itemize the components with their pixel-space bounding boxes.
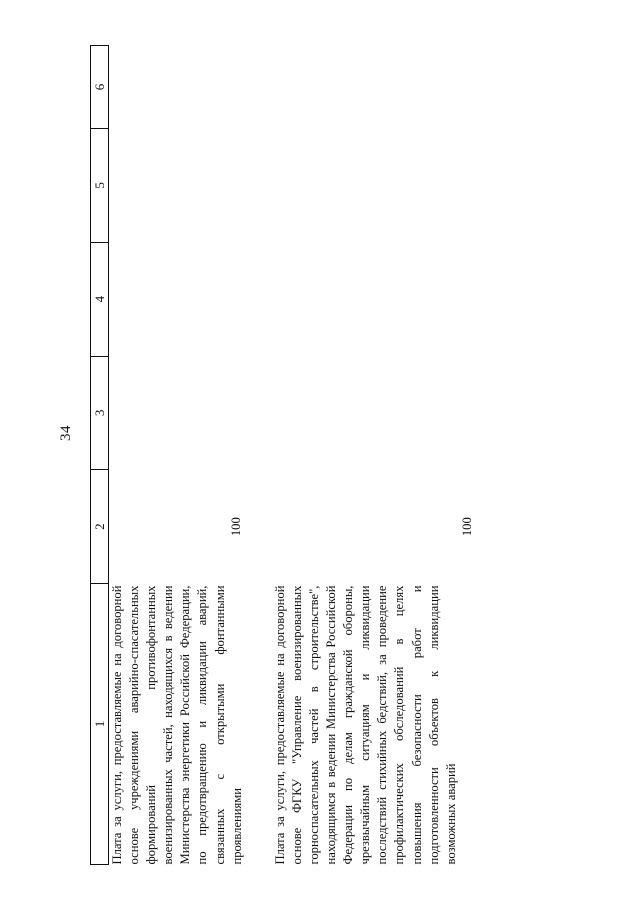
row-value: 100: [459, 517, 474, 537]
row-value-cell: [272, 470, 475, 584]
column-header-2: 2: [91, 470, 109, 584]
column-header-1: 1: [91, 584, 109, 865]
row-description-cell: [109, 584, 246, 865]
table-row: [272, 46, 475, 865]
table-row: [109, 46, 246, 865]
column-header-4: 4: [91, 242, 109, 356]
row-description: Плата за услуги, предоставляемые на договорной основе учреждениями аварийно-спасательных формирований противофонтанных военизированных частей, находящихся в ведении Министерства энергетики Российской Федерации, по предотвращению и ликвидации аварий, связанных с открытыми фонтанными проявлениями: [110, 585, 244, 865]
table-header-row: [91, 46, 109, 865]
document-table: [90, 45, 475, 865]
row-value-cell: [109, 470, 246, 584]
row-description: Плата за услуги, предоставляемые на договорной основе ФГКУ "Управление военизированных горноспасательных частей в строительстве", находящимся в ведении Министерства Российской Федерации по делам гражданской обороны, чрезвычайным ситуациям и ликвидации последствий стихийных бедствий, за проведение профилактических обследований в целях повышения безопасности работ и подготовленности объектов к ликвидации возможных аварий: [272, 585, 458, 865]
column-header-5: 5: [91, 129, 109, 243]
column-header-6: 6: [91, 46, 109, 129]
column-header-3: 3: [91, 356, 109, 470]
row-value: 100: [229, 517, 243, 537]
row-description-cell: [272, 584, 475, 865]
page-number: 34: [58, 425, 74, 441]
rotated-table-container: [90, 45, 610, 865]
